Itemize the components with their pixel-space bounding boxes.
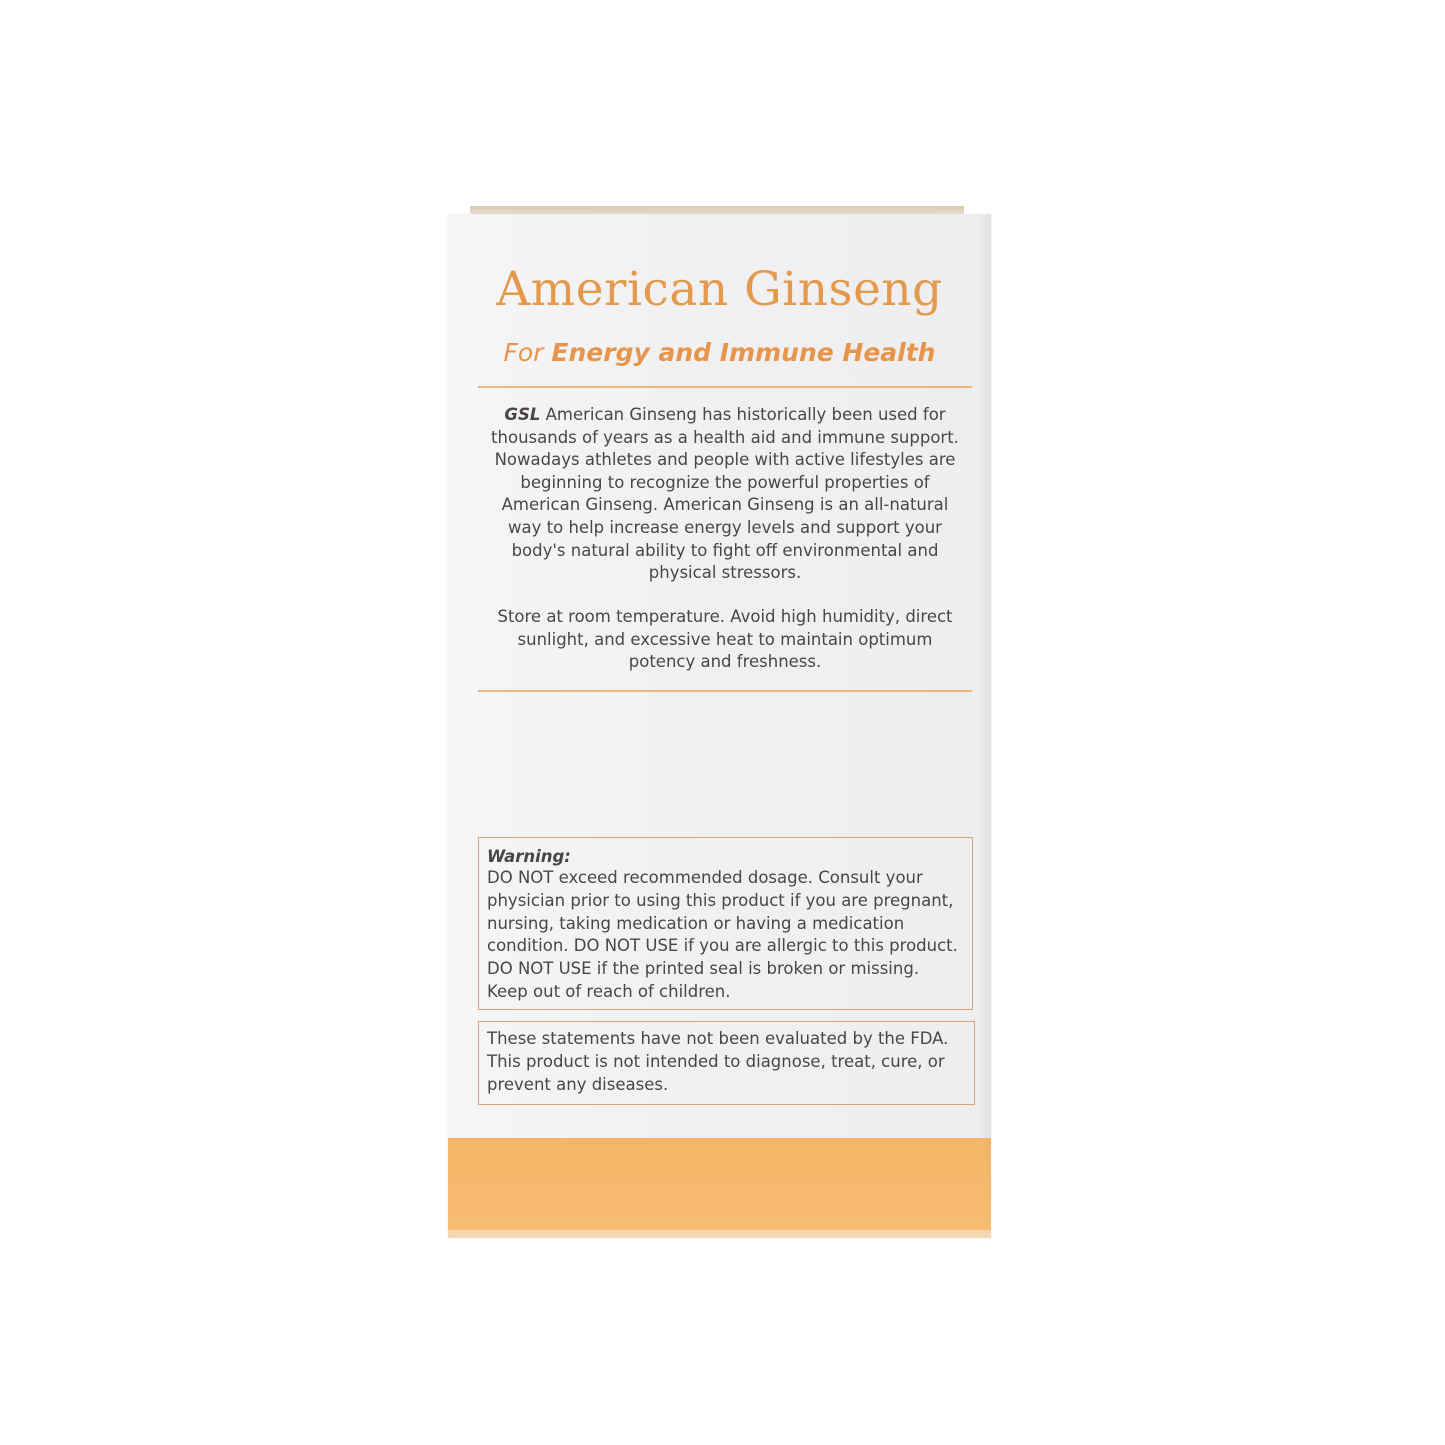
product-subtitle xyxy=(448,338,991,367)
orange-bottom-band xyxy=(448,1138,991,1238)
band-bottom-edge xyxy=(448,1230,991,1238)
warning-body: DO NOT exceed recommended dosage. Consult your physician prior to using this product if you are pregnant, nursing, taking medication or having a medication condition. DO NOT USE if you are allergic to this product. DO NOT USE if the printed seal is broken or missing. Keep out of reach of children. xyxy=(487,868,958,1001)
storage-instructions: Store at room temperature. Avoid high humidity, direct sunlight, and excessive heat to maintain optimum potency and freshness. xyxy=(497,607,953,672)
divider-top xyxy=(478,386,972,388)
subtitle-lead: For xyxy=(503,338,552,367)
box-side-shade xyxy=(977,214,991,1238)
product-box-side-panel xyxy=(448,214,991,1238)
fda-disclaimer-box xyxy=(478,1021,975,1105)
product-description xyxy=(484,404,966,585)
product-title: American Ginseng xyxy=(496,262,943,317)
warning-box xyxy=(478,837,973,1010)
fda-disclaimer-text: These statements have not been evaluated by the FDA. This product is not intended to diagnose, treat, cure, or prevent any diseases. xyxy=(487,1029,949,1094)
subtitle-strong: Energy and Immune Health xyxy=(551,338,936,367)
description-body: American Ginseng has historically been used for thousands of years as a health aid and immune support. Nowadays athletes and people with active lifestyles are beginning to recognize the powerful properties of American Ginseng. American Ginseng is an all-natural way to help increase energy levels and support your body's natural ability to fight off environmental and physical stressors. xyxy=(491,405,959,583)
divider-bottom xyxy=(478,690,972,692)
warning-title: Warning: xyxy=(487,847,571,866)
description-brand: GSL xyxy=(504,405,541,424)
